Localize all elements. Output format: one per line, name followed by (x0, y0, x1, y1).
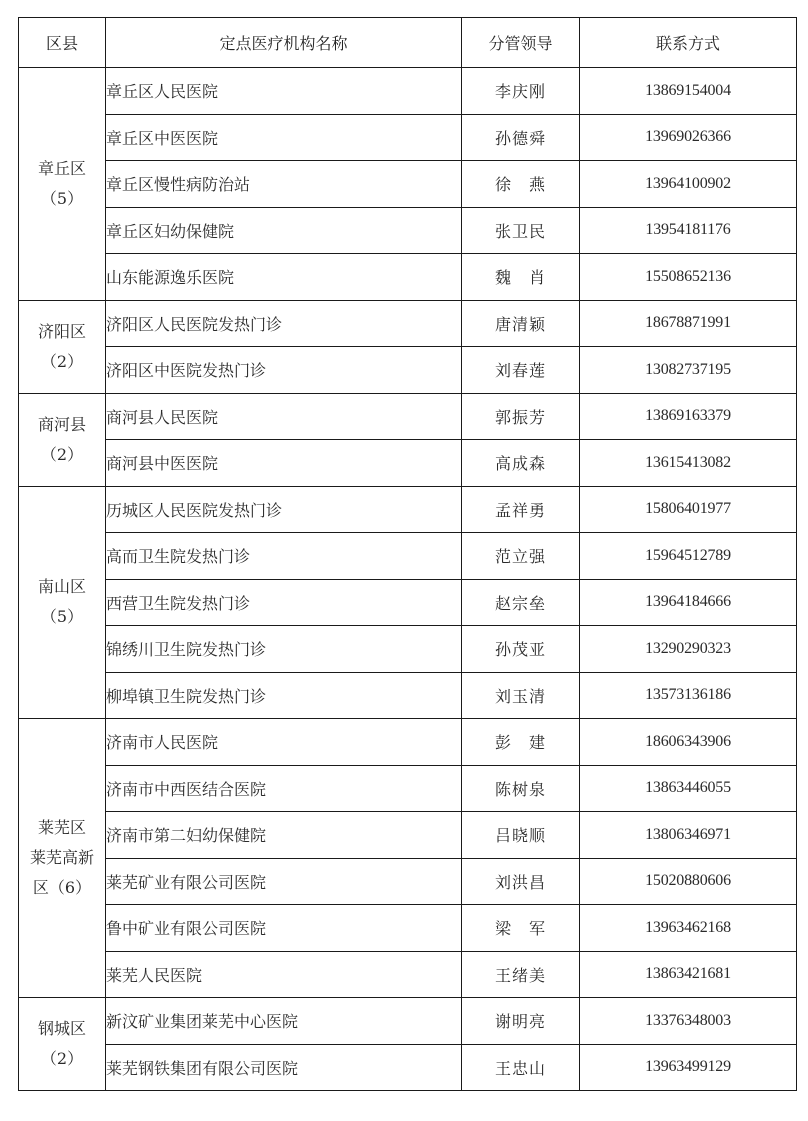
phone-number: 15964512789 (580, 533, 797, 580)
district-count: （5） (40, 607, 84, 627)
leader-name: 刘春莲 (462, 347, 580, 394)
institution-name: 西营卫生院发热门诊 (106, 579, 462, 626)
institution-name: 高而卫生院发热门诊 (106, 533, 462, 580)
district-name: 商河县 (37, 414, 86, 434)
leader-name: 孟祥勇 (462, 486, 580, 533)
header-institution: 定点医疗机构名称 (106, 18, 462, 68)
district-cell (19, 68, 106, 301)
table-row (19, 347, 797, 394)
phone-number: 13863421681 (580, 951, 797, 998)
district-count: （5） (40, 188, 84, 208)
institution-name: 鲁中矿业有限公司医院 (106, 905, 462, 952)
table-row (19, 486, 797, 533)
institution-name: 柳埠镇卫生院发热门诊 (106, 672, 462, 719)
leader-name: 吕晓顺 (462, 812, 580, 859)
table-row (19, 858, 797, 905)
leader-name: 谢明亮 (462, 998, 580, 1045)
table-row (19, 719, 797, 766)
leader-name: 刘玉清 (462, 672, 580, 719)
phone-number: 13573136186 (580, 672, 797, 719)
institution-name: 莱芜人民医院 (106, 951, 462, 998)
district-name: 莱芜区 (37, 818, 86, 837)
leader-name: 赵宗垒 (462, 579, 580, 626)
table-row (19, 207, 797, 254)
table-row (19, 626, 797, 673)
table-row (19, 300, 797, 347)
table-row (19, 812, 797, 859)
header-row (19, 18, 797, 68)
institution-name: 济南市中西医结合医院 (106, 765, 462, 812)
district-name: 济阳区 (37, 321, 86, 341)
institution-name: 商河县人民医院 (106, 393, 462, 440)
table-row (19, 765, 797, 812)
leader-name: 魏 肖 (462, 254, 580, 301)
district-name: 章丘区 (37, 158, 86, 178)
institution-name: 新汶矿业集团莱芜中心医院 (106, 998, 462, 1045)
institution-name: 章丘区妇幼保健院 (106, 207, 462, 254)
table-row (19, 393, 797, 440)
leader-name: 孙德舜 (462, 114, 580, 161)
leader-name: 彭 建 (462, 719, 580, 766)
phone-number: 15806401977 (580, 486, 797, 533)
phone-number: 15020880606 (580, 858, 797, 905)
institution-name: 莱芜钢铁集团有限公司医院 (106, 1044, 462, 1091)
table-row (19, 68, 797, 115)
leader-name: 孙茂亚 (462, 626, 580, 673)
leader-name: 范立强 (462, 533, 580, 580)
institution-name: 商河县中医医院 (106, 440, 462, 487)
institution-name: 历城区人民医院发热门诊 (106, 486, 462, 533)
leader-name: 徐 燕 (462, 161, 580, 208)
leader-name: 唐清颖 (462, 300, 580, 347)
table-row (19, 161, 797, 208)
leader-name: 陈树泉 (462, 765, 580, 812)
district-name-line2: 莱芜高新 (29, 848, 94, 867)
leader-name: 高成森 (462, 440, 580, 487)
institution-name: 济阳区中医院发热门诊 (106, 347, 462, 394)
header-contact: 联系方式 (580, 18, 797, 68)
district-count: 区（6） (32, 878, 92, 897)
table-row (19, 1044, 797, 1091)
institution-name: 章丘区人民医院 (106, 68, 462, 115)
phone-number: 18678871991 (580, 300, 797, 347)
institution-name: 济南市人民医院 (106, 719, 462, 766)
institution-name: 章丘区慢性病防治站 (106, 161, 462, 208)
district-cell (19, 393, 106, 486)
phone-number: 15508652136 (580, 254, 797, 301)
phone-number: 13615413082 (580, 440, 797, 487)
table-row (19, 905, 797, 952)
phone-number: 13869154004 (580, 68, 797, 115)
institution-name: 锦绣川卫生院发热门诊 (106, 626, 462, 673)
phone-number: 13964100902 (580, 161, 797, 208)
table-row (19, 440, 797, 487)
phone-number: 13863446055 (580, 765, 797, 812)
phone-number: 13963499129 (580, 1044, 797, 1091)
phone-number: 13963462168 (580, 905, 797, 952)
table-row (19, 951, 797, 998)
table-row (19, 998, 797, 1045)
district-name: 南山区 (37, 577, 86, 597)
phone-number: 13082737195 (580, 347, 797, 394)
header-district: 区县 (19, 18, 106, 68)
leader-name: 刘洪昌 (462, 858, 580, 905)
leader-name: 张卫民 (462, 207, 580, 254)
institution-name: 济阳区人民医院发热门诊 (106, 300, 462, 347)
phone-number: 18606343906 (580, 719, 797, 766)
table-row (19, 579, 797, 626)
district-cell (19, 486, 106, 719)
district-cell (19, 719, 106, 998)
phone-number: 13964184666 (580, 579, 797, 626)
table-row (19, 254, 797, 301)
table-row (19, 114, 797, 161)
leader-name: 李庆刚 (462, 68, 580, 115)
district-count: （2） (40, 351, 84, 371)
leader-name: 王忠山 (462, 1044, 580, 1091)
institution-name: 莱芜矿业有限公司医院 (106, 858, 462, 905)
hospital-roster-table (18, 17, 797, 1091)
table-row (19, 533, 797, 580)
leader-name: 梁 军 (462, 905, 580, 952)
institution-name: 章丘区中医医院 (106, 114, 462, 161)
district-count: （2） (40, 1049, 84, 1068)
district-count: （2） (40, 444, 84, 464)
table-row (19, 672, 797, 719)
phone-number: 13376348003 (580, 998, 797, 1045)
header-leader: 分管领导 (462, 18, 580, 68)
district-cell (19, 300, 106, 393)
phone-number: 13954181176 (580, 207, 797, 254)
phone-number: 13806346971 (580, 812, 797, 859)
district-name: 钢城区 (37, 1019, 86, 1038)
leader-name: 郭振芳 (462, 393, 580, 440)
institution-name: 山东能源逸乐医院 (106, 254, 462, 301)
district-cell (19, 998, 106, 1091)
phone-number: 13969026366 (580, 114, 797, 161)
phone-number: 13290290323 (580, 626, 797, 673)
leader-name: 王绪美 (462, 951, 580, 998)
phone-number: 13869163379 (580, 393, 797, 440)
institution-name: 济南市第二妇幼保健院 (106, 812, 462, 859)
